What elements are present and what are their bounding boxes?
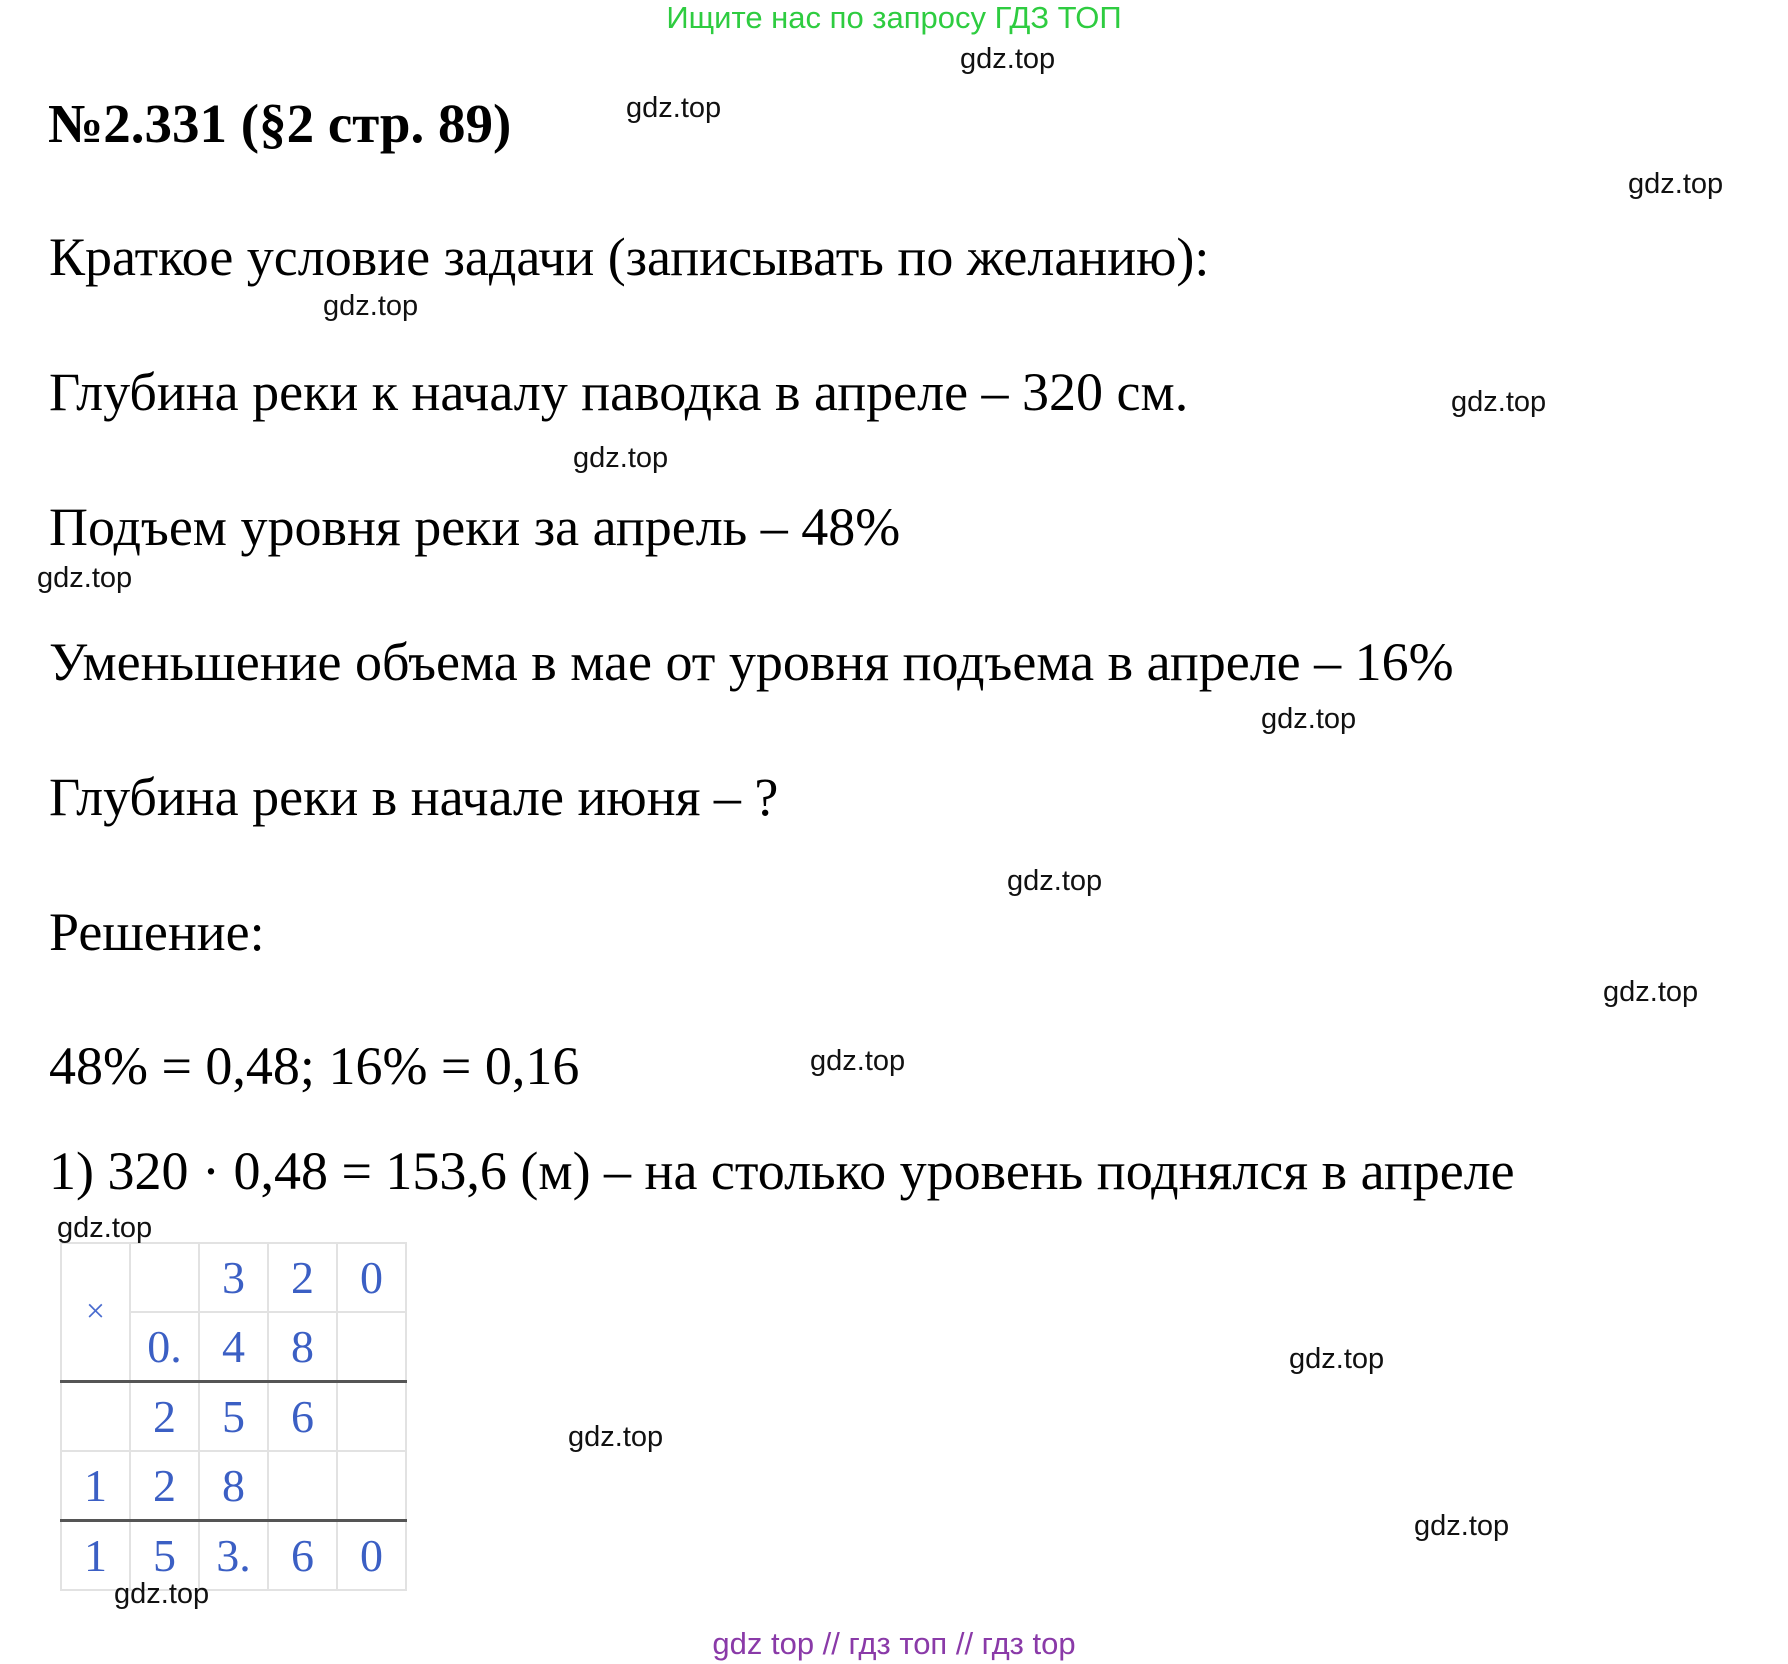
grid-cell: 5	[199, 1382, 268, 1452]
solution-step-1: 1) 320 · 0,48 = 153,6 (м) – на столько уровень поднялся в апреле	[49, 1141, 1515, 1201]
watermark: gdz.top	[1007, 865, 1103, 897]
grid-cell: 0	[337, 1243, 406, 1312]
grid-cell: 2	[268, 1243, 337, 1312]
watermark: gdz.top	[1414, 1510, 1510, 1542]
footer-watermark: gdz top // гдз топ // гдз top	[712, 1626, 1076, 1661]
condition-decrease-may: Уменьшение объема в мае от уровня подъема в апреле – 16%	[49, 632, 1454, 692]
grid-cell: 2	[130, 1382, 199, 1452]
grid-cell: 2	[130, 1451, 199, 1521]
condition-depth-april: Глубина реки к началу паводка в апреле – 320 см.	[49, 362, 1189, 422]
percent-conversions: 48% = 0,48; 16% = 0,16	[49, 1036, 580, 1096]
watermark: gdz.top	[37, 562, 133, 594]
grid-cell: 0.	[130, 1312, 199, 1382]
watermark: gdz.top	[573, 442, 669, 474]
grid-cell: 0	[337, 1521, 406, 1591]
grid-cell: 8	[199, 1451, 268, 1521]
grid-cell: 1	[61, 1451, 130, 1521]
condition-depth-june: Глубина реки в начале июня – ?	[49, 767, 779, 827]
grid-cell: 1	[61, 1521, 130, 1591]
grid-cell: 4	[199, 1312, 268, 1382]
condition-rise-april: Подъем уровня реки за апрель – 48%	[49, 497, 901, 557]
watermark: gdz.top	[810, 1045, 906, 1077]
grid-cell: 3.	[199, 1521, 268, 1591]
watermark: gdz.top	[960, 43, 1056, 75]
grid-cell	[268, 1451, 337, 1521]
grid-cell	[61, 1382, 130, 1452]
multiplication-grid	[60, 1242, 407, 1591]
watermark: gdz.top	[323, 290, 419, 322]
watermark: gdz.top	[1628, 168, 1724, 200]
multiply-sign: ×	[61, 1243, 130, 1382]
grid-cell: 3	[199, 1243, 268, 1312]
grid-cell	[337, 1312, 406, 1382]
grid-cell: 8	[268, 1312, 337, 1382]
top-banner: Ищите нас по запросу ГДЗ ТОП	[666, 0, 1122, 35]
watermark: gdz.top	[1451, 386, 1547, 418]
grid-cell: 5	[130, 1521, 199, 1591]
problem-title: №2.331 (§2 стр. 89)	[48, 93, 512, 154]
watermark: gdz.top	[1261, 703, 1357, 735]
solution-heading: Решение:	[49, 902, 265, 962]
watermark: gdz.top	[626, 92, 722, 124]
watermark: gdz.top	[1603, 976, 1699, 1008]
grid-cell: 6	[268, 1521, 337, 1591]
watermark: gdz.top	[1289, 1343, 1385, 1375]
condition-heading: Краткое условие задачи (записывать по желанию):	[49, 227, 1210, 287]
grid-cell	[130, 1243, 199, 1312]
grid-cell	[337, 1382, 406, 1452]
watermark: gdz.top	[568, 1421, 664, 1453]
watermark: gdz.top	[57, 1212, 153, 1244]
grid-cell	[337, 1451, 406, 1521]
grid-cell: 6	[268, 1382, 337, 1452]
watermark: gdz.top	[114, 1578, 210, 1610]
